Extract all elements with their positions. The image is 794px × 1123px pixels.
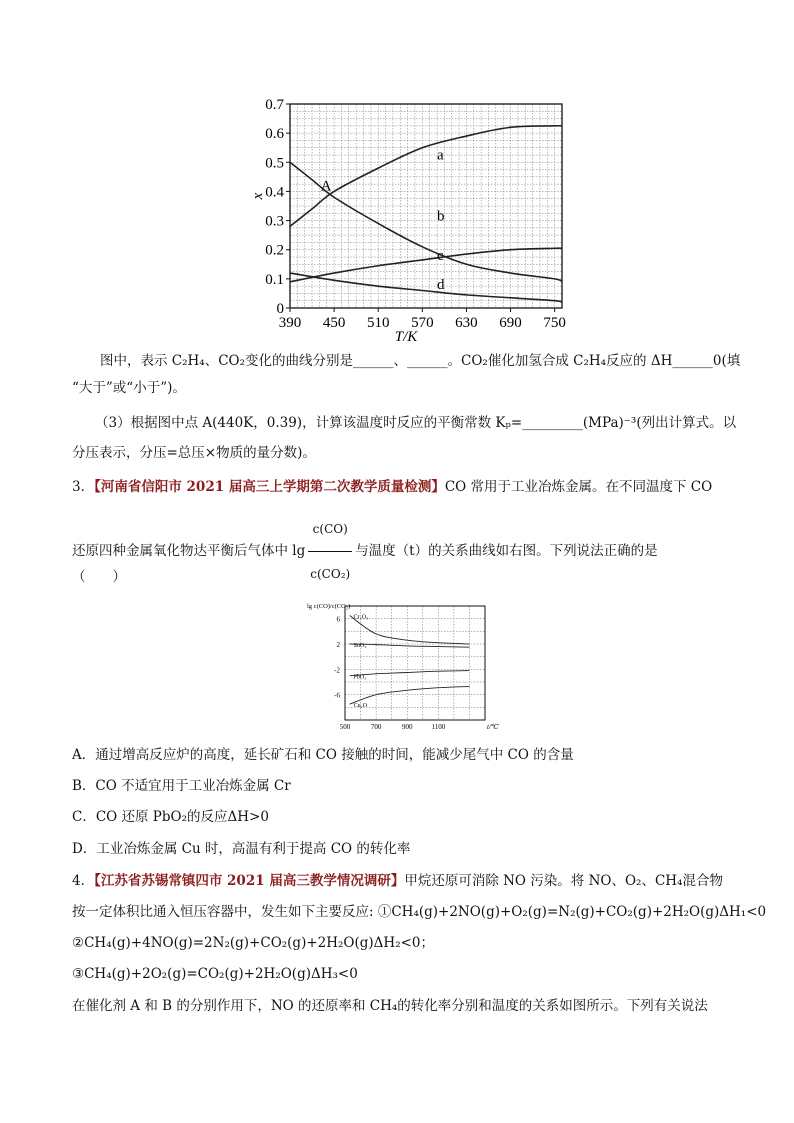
curve-Cu₂O xyxy=(350,686,470,704)
x-tick-label: 390 xyxy=(278,315,302,331)
equilibrium-fraction-chart xyxy=(250,92,570,344)
answer-line-3: （3）根据图中点 A(440K，0.39)，计算该温度时反应的平衡常数 Kₚ=_________(MPa)⁻³(列出计算式。以 xyxy=(95,415,737,431)
curve-label-d: d xyxy=(437,277,445,294)
question-source: 【江苏省苏锡常镇四市 2021 届高三教学情况调研】 xyxy=(94,873,405,889)
curve-c xyxy=(290,248,562,282)
x-tick-label: 690 xyxy=(499,315,522,331)
y-tick-label: 0.7 xyxy=(265,97,284,113)
x-tick-label: 700 xyxy=(370,723,382,731)
x-tick-label: 510 xyxy=(366,315,390,331)
y-tick-label: -2 xyxy=(334,666,340,675)
log-fraction xyxy=(308,507,352,596)
question-4-line-4: ③CH₄(g)+2O₂(g)=CO₂(g)+2H₂O(g)ΔH₃<0 xyxy=(72,966,358,982)
question-4-header xyxy=(72,870,723,892)
point-a-label: A xyxy=(320,178,332,195)
question-text: 甲烷还原可消除 NO 污染。将 NO、O₂、CH₄混合物 xyxy=(404,873,723,889)
x-tick-label: 1100 xyxy=(431,723,446,731)
y-axis-label: lg c(CO)/c(CO₂) xyxy=(307,603,351,610)
question-number: 4． xyxy=(72,873,95,889)
answer-line-2: “大于”或“小于”)。 xyxy=(72,380,186,396)
y-tick-label: 0.4 xyxy=(265,184,284,201)
x-axis-label: T/K xyxy=(394,329,418,344)
curve-label-b: b xyxy=(437,208,445,225)
x-axis-label: t/℃ xyxy=(487,723,499,731)
answer-line-1: 图中，表示 C₂H₄、CO₂变化的曲线分别是______、______。CO₂催化加氢合成 C₂H₄反应的 ΔH______0(填 xyxy=(100,353,741,369)
question-4-line-3: ②CH₄(g)+4NO(g)=2N₂(g)+CO₂(g)+2H₂O(g)ΔH₂<0； xyxy=(72,935,435,951)
question-4-line-5: 在催化剂 A 和 B 的分别作用下，NO 的还原率和 CH₄的转化率分别和温度的关系如图所示。下列有关说法 xyxy=(72,998,708,1014)
x-tick-label: 450 xyxy=(322,315,346,331)
option-b: B．CO 不适宜用于工业冶炼金属 Cr xyxy=(72,778,291,794)
question-source: 【河南省信阳市 2021 届高三上学期第二次教学质量检测】 xyxy=(94,479,445,495)
fraction-denominator: c(CO₂) xyxy=(310,567,351,581)
question-4-line-2: 按一定体积比通入恒压容器中，发生如下主要反应: ①CH₄(g)+2NO(g)+O₂(g)=N₂(g)+CO₂(g)+2H₂O(g)ΔH₁<0 xyxy=(72,904,767,920)
lg-ratio-chart xyxy=(305,596,505,741)
curve-label: SnO₂ xyxy=(353,643,367,649)
option-c: C．CO 还原 PbO₂的反应ΔH>0 xyxy=(72,809,269,825)
curve-PbO₂ xyxy=(350,671,470,676)
y-tick-label: 0.6 xyxy=(265,126,284,143)
answer-paren: （ ） xyxy=(72,569,126,585)
y-tick-label: 0 xyxy=(276,301,284,317)
question-3-header xyxy=(72,476,712,498)
x-tick-label: 630 xyxy=(455,315,478,331)
y-tick-label: 0.2 xyxy=(265,242,284,259)
x-tick-label: 750 xyxy=(543,315,566,331)
x-tick-label: 500 xyxy=(339,723,351,731)
y-tick-label: 0.3 xyxy=(265,213,284,230)
y-tick-label: 6 xyxy=(336,615,340,624)
curve-d xyxy=(290,273,562,302)
curve-label: Cu₂O xyxy=(353,703,368,710)
y-axis-label: x xyxy=(250,192,266,200)
question-number: 3． xyxy=(72,479,95,495)
curve-label-a: a xyxy=(437,147,444,164)
question-text: CO 常用于工业冶炼金属。在不同温度下 CO xyxy=(444,479,713,495)
y-tick-label: 2 xyxy=(336,641,340,649)
curve-SnO₂ xyxy=(350,644,470,647)
curve-label-c: c xyxy=(437,247,444,264)
y-tick-label: 0.5 xyxy=(265,155,284,172)
option-a: A．通过增高反应炉的高度，延长矿石和 CO 接触的时间，能减少尾气中 CO 的含量 xyxy=(72,747,574,763)
question-text: 还原四种金属氧化物达平衡后气体中 lg xyxy=(72,543,306,559)
y-tick-label: 0.1 xyxy=(265,271,284,288)
curve-label: PbO₂ xyxy=(353,674,367,681)
curve-a xyxy=(290,126,562,227)
answer-line-4: 分压表示，分压=总压×物质的量分数)。 xyxy=(72,445,316,461)
question-text: 与温度（t）的关系曲线如右图。下列说法正确的是 xyxy=(355,543,658,559)
x-tick-label: 570 xyxy=(411,315,434,331)
y-tick-label: -6 xyxy=(334,691,340,700)
fraction-numerator: c(CO) xyxy=(308,507,352,552)
curve-label: Cr₂O₃ xyxy=(353,614,369,621)
option-d: D．工业冶炼金属 Cu 时，高温有利于提高 CO 的转化率 xyxy=(72,841,411,857)
question-3-line-2 xyxy=(72,507,658,596)
x-tick-label: 900 xyxy=(401,723,413,731)
